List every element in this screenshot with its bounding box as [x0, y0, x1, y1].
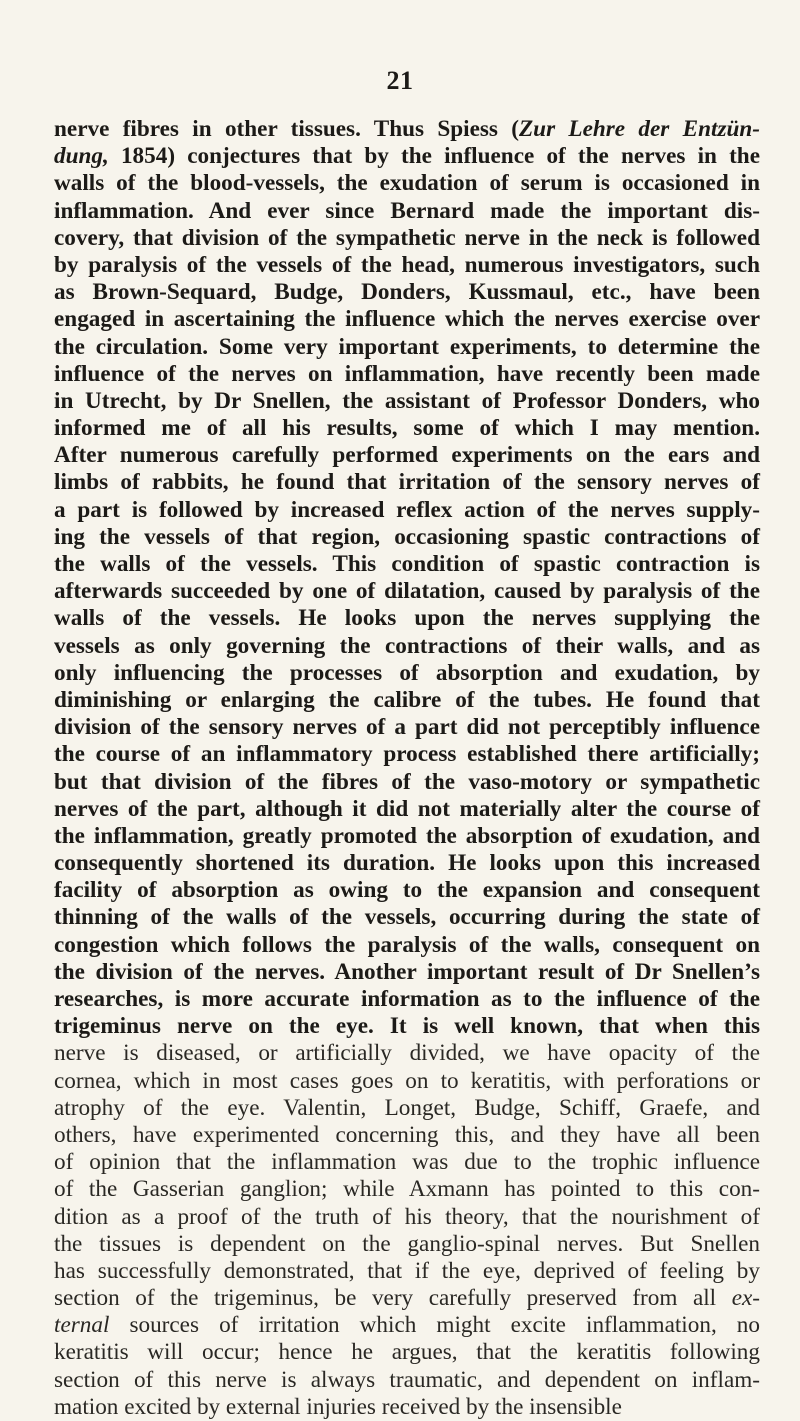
text-segment: influence of the nerves on inflammation, have recently been made	[54, 360, 760, 387]
text-line	[54, 904, 760, 931]
text-segment: others, have experimented concerning this, and they have all been	[54, 1121, 760, 1148]
text-line	[54, 1095, 760, 1122]
text-line	[54, 279, 760, 306]
text-line	[54, 578, 760, 605]
text-line	[54, 741, 760, 768]
text-segment: atrophy of the eye. Valentin, Longet, Budge, Schiff, Graefe, and	[54, 1094, 760, 1121]
italic-text: ex-	[731, 1285, 760, 1312]
text-segment: engaged in ascertaining the influence which the nerves exercise over	[54, 306, 760, 333]
text-segment: the tissues is dependent on the ganglio-spinal nerves. But Snellen	[54, 1230, 760, 1257]
text-line	[54, 1339, 760, 1366]
text-line	[54, 1013, 760, 1040]
text-segment: has successfully demonstrated, that if the eye, deprived of feeling by	[54, 1257, 760, 1284]
text-segment: researches, is more accurate information as to the influence of the	[54, 986, 760, 1012]
text-segment: After numerous carefully performed experiments on the ears and	[54, 442, 760, 469]
text-segment: walls of the vessels. He looks upon the nerves supplying the	[54, 605, 760, 632]
text-segment: facility of absorption as owing to the expansion and consequent	[54, 877, 760, 904]
text-line	[54, 469, 760, 496]
text-line	[54, 986, 760, 1013]
text-segment: covery, that division of the sympathetic nerve in the neck is followed	[54, 224, 760, 251]
text-segment: cornea, which in most cases goes on to keratitis, with perforations or	[54, 1067, 760, 1094]
text-line	[54, 1149, 760, 1176]
text-segment: the division of the nerves. Another important result of Dr Snellen’s	[54, 958, 760, 985]
text-line	[54, 1068, 760, 1095]
text-line	[54, 932, 760, 959]
text-line	[54, 660, 760, 687]
text-line	[54, 823, 760, 850]
text-segment: inflammation. And ever since Bernard made the important dis-	[54, 197, 760, 224]
text-segment: congestion which follows the paralysis of the walls, consequent on	[54, 931, 760, 958]
text-segment: dition as a proof of the truth of his theory, that the nourishment of	[54, 1203, 760, 1230]
text-segment: vessels as only governing the contractions of their walls, and as	[54, 632, 760, 659]
text-segment: nerve fibres in other tissues. Thus Spiess (	[54, 116, 520, 142]
text-line	[54, 1394, 760, 1421]
text-line	[54, 1122, 760, 1149]
text-segment: of opinion that the inflammation was due to the trophic influence	[54, 1149, 760, 1176]
text-segment: thinning of the walls of the vessels, occurring during the state of	[54, 904, 760, 931]
text-line	[54, 959, 760, 986]
body-text	[54, 116, 760, 1421]
italic-text: dung,	[54, 143, 109, 170]
text-line	[54, 143, 760, 170]
text-segment: the course of an inflammatory process established there artificially;	[54, 741, 760, 768]
text-line	[54, 116, 760, 143]
text-line	[54, 524, 760, 551]
text-line	[54, 796, 760, 823]
text-segment: mation excited by external injuries received by the insensible	[54, 1393, 622, 1420]
text-segment: section of this nerve is always traumatic, and dependent on inflam-	[54, 1366, 760, 1393]
text-segment: trigeminus nerve on the eye. It is well known, that when this	[54, 1013, 760, 1040]
text-line	[54, 388, 760, 415]
text-segment: only influencing the processes of absorption and exudation, by	[54, 659, 760, 686]
text-segment: consequently shortened its duration. He looks upon this increased	[54, 850, 760, 877]
text-line	[54, 714, 760, 741]
text-line	[54, 1285, 760, 1312]
text-line	[54, 497, 760, 524]
text-segment: ing the vessels of that region, occasioning spastic contractions of	[54, 523, 760, 550]
text-line	[54, 1312, 760, 1339]
text-line	[54, 1176, 760, 1203]
text-segment: limbs of rabbits, he found that irritation of the sensory nerves of	[54, 469, 760, 496]
text-line	[54, 551, 760, 578]
text-line	[54, 415, 760, 442]
text-segment: a part is followed by increased reflex action of the nerves supply-	[54, 496, 760, 523]
text-line	[54, 850, 760, 877]
text-segment: 1854) conjectures that by the influence of the nerves in the	[108, 143, 760, 170]
text-segment: walls of the blood-vessels, the exudation of serum is occasioned in	[54, 170, 760, 197]
italic-text: Zur Lehre der Entzün-	[519, 116, 761, 142]
text-line	[54, 1040, 760, 1067]
text-segment: afterwards succeeded by one of dilatation, caused by paralysis of the	[54, 578, 760, 605]
text-line	[54, 225, 760, 252]
text-line	[54, 1367, 760, 1394]
text-segment: sources of irritation which might excite inflammation, no	[109, 1312, 760, 1339]
text-segment: by paralysis of the vessels of the head, numerous investigators, such	[54, 251, 760, 278]
text-segment: nerves of the part, although it did not materially alter the course of	[54, 795, 760, 822]
text-line	[54, 361, 760, 388]
text-segment: in Utrecht, by Dr Snellen, the assistant of Professor Donders, who	[54, 387, 760, 414]
text-segment: the inflammation, greatly promoted the absorption of exudation, and	[54, 822, 760, 849]
text-segment: informed me of all his results, some of which I may mention.	[54, 415, 760, 442]
page-number: 21	[386, 66, 414, 95]
text-segment: as Brown-Sequard, Budge, Donders, Kussmaul, etc., have been	[54, 279, 760, 306]
text-line	[54, 306, 760, 333]
text-segment: diminishing or enlarging the calibre of the tubes. He found that	[54, 686, 760, 713]
text-segment: the walls of the vessels. This condition of spastic contraction is	[54, 551, 760, 577]
text-segment: nerve is diseased, or artificially divided, we have opacity of the	[54, 1040, 760, 1067]
text-segment: section of the trigeminus, be very carefully preserved from all	[54, 1285, 732, 1312]
text-line	[54, 1258, 760, 1285]
text-line	[54, 877, 760, 904]
text-line	[54, 633, 760, 660]
text-segment: keratitis will occur; hence he argues, that the keratitis following	[54, 1339, 760, 1366]
text-segment: the circulation. Some very important experiments, to determine the	[54, 333, 760, 360]
text-line	[54, 1204, 760, 1231]
text-line	[54, 605, 760, 632]
text-segment: but that division of the fibres of the vaso-motory or sympathetic	[54, 768, 760, 795]
text-line	[54, 170, 760, 197]
text-line	[54, 1231, 760, 1258]
text-line	[54, 334, 760, 361]
text-segment: division of the sensory nerves of a part did not perceptibly influence	[54, 714, 760, 741]
text-line	[54, 198, 760, 225]
text-line	[54, 442, 760, 469]
italic-text: ternal	[54, 1312, 110, 1339]
text-line	[54, 769, 760, 796]
text-line	[54, 252, 760, 279]
text-segment: of the Gasserian ganglion; while Axmann has pointed to this con-	[54, 1176, 760, 1203]
text-line	[54, 687, 760, 714]
